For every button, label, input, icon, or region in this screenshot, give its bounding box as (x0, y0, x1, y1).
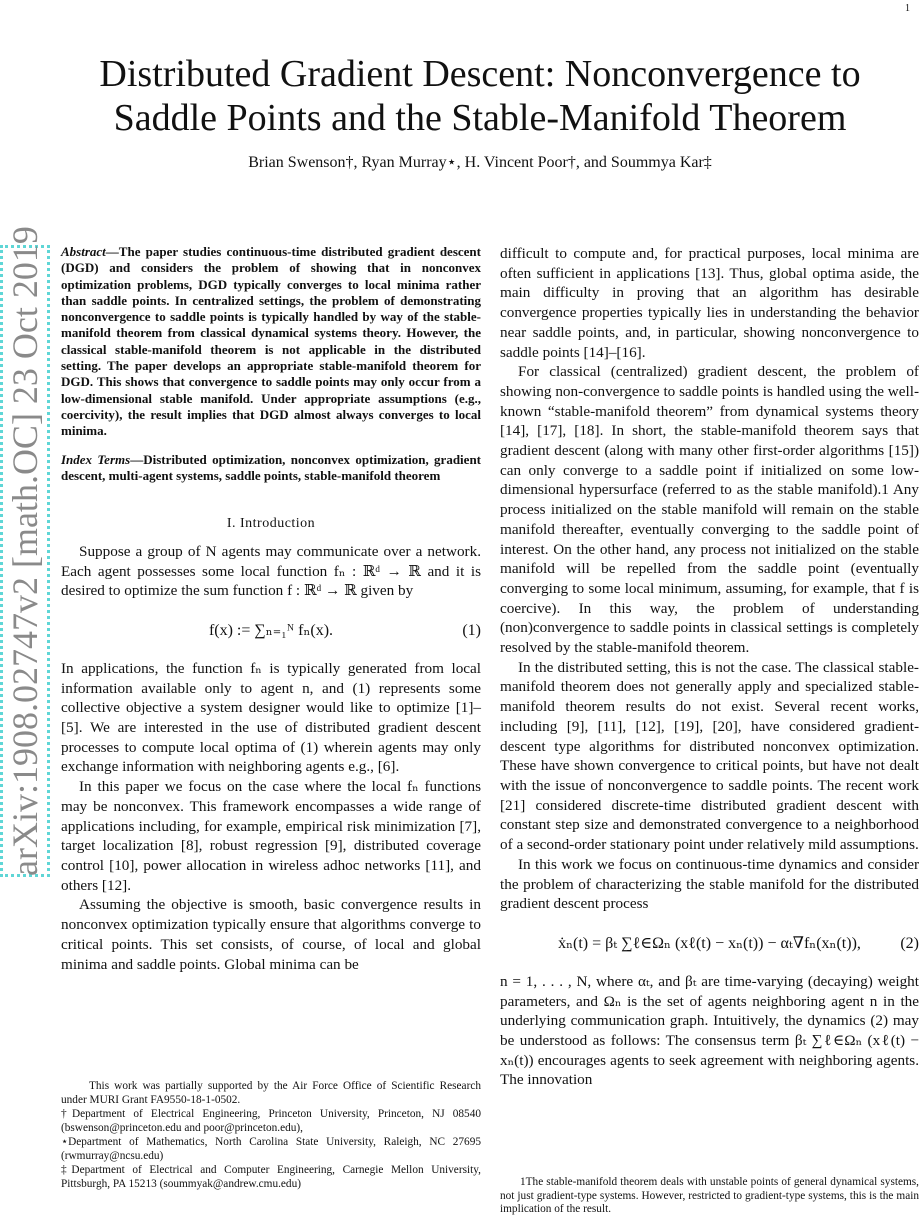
left-column (61, 244, 481, 974)
page-number: 1 (905, 3, 910, 14)
arxiv-sidebar-label[interactable]: arXiv:1908.02747v2 [math.OC] 23 Oct 2019 (5, 226, 45, 876)
paper-title: Distributed Gradient Descent: Nonconvergence to Saddle Points and the Stable-Manifold Theorem (99, 53, 861, 139)
equation-2-body: ẋₙ(t) = βₜ ∑ℓ∈Ωₙ (xℓ(t) − xₙ(t)) − αₜ∇fₙ(xₙ(t)), (558, 934, 861, 952)
equation-1-number: (1) (462, 621, 481, 639)
title-footnotes (61, 1079, 481, 1191)
section-heading: I. Introduction (226, 516, 316, 532)
footnote-affiliation: †Department of Electrical Engineering, Princeton University, Princeton, NJ 08540 (bswenson@princeton.edu and poor@princeton.edu), (61, 1108, 481, 1134)
paragraph: Suppose a group of N agents may communicate over a network. Each agent possesses some local function fₙ : ℝᵈ → ℝ and it is desired to optimize the sum function f : ℝᵈ → ℝ given by (61, 542, 481, 600)
paragraph: For classical (centralized) gradient descent, the problem of showing non-convergence to saddle points is handled using the well-known “stable-manifold theorem” from dynamical systems theory [14], [17], [18]. In short, the stable-manifold theorem says that gradient descent (along with many other first-order algorithms [15]) can only converge to a saddle point if initialized on some low-dimensional hypersurface (referred to as the stable manifold).1 Any process initialized on the stable manifold will remain on the stable manifold thereafter, eventually converging to the saddle point of interest. On the other hand, any process not initialized on the stable manifold will be repelled from the saddle point (eventually converging to some local minimum, assuming, for example, that f is coercive). In this way, the problem of understanding (non)convergence to saddle points in classical settings is completely resolved by the stable-manifold theorem. (500, 363, 919, 657)
footnote-funding: This work was partially supported by the Air Force Office of Scientific Research under MURI Grant FA9550-18-1-0502. (61, 1080, 481, 1106)
abstract-label: Abstract (61, 244, 106, 259)
paragraph: difficult to compute and, for practical purposes, local minima are often sufficient in applications [13]. Thus, global optima aside, the main difficulty in proving that an algorithm has desirable convergence properties typically lies in understanding the behavior near saddle points, and, in particular, showing nonconvergence to saddle points [14]–[16]. (500, 245, 919, 361)
right-column (500, 244, 919, 1090)
equation-1-body: f(x) := ∑ₙ₌₁ᴺ fₙ(x). (208, 621, 334, 639)
footnote-1 (500, 1176, 919, 1217)
footnote-affiliation: ⋆Department of Mathematics, North Carolina State University, Raleigh, NC 27695 (rwmurray@ncsu.edu) (61, 1136, 481, 1162)
paragraph: In this work we focus on continuous-time dynamics and consider the problem of characterizing the stable manifold for the distributed gradient descent process (500, 855, 919, 913)
equation-2-number: (2) (900, 934, 919, 952)
paragraph: In applications, the function fₙ is typically generated from local information available only to agent n, and (1) represents some collective objective a system designer would like to optimize [1]–[5]. We are interested in the use of distributed gradient descent processes to compute local optima of (1) wherein agents may only exchange information with neighboring agents e.g., [6]. (61, 659, 481, 776)
footnote-1-text: 1The stable-manifold theorem deals with unstable points of general dynamical systems, not just gradient-type systems. However, restricted to gradient-type systems, this is the main implication of the result. (500, 1176, 919, 1215)
abstract-text: —The paper studies continuous-time distributed gradient descent (DGD) and considers the problem of showing that in nonconvex optimization problems, DGD typically converges to local minima rather than saddle points. In centralized settings, the problem of demonstrating nonconvergence to saddle points is typically handled by way of the stable-manifold theorem from classical dynamical systems theory. However, the classical stable-manifold theorem is not applicable in the distributed setting. The paper develops an appropriate stable-manifold theorem for DGD. This shows that convergence to saddle points may only occur from a low-dimensional stable manifold. Under appropriate assumptions (e.g., coercivity), the result implies that DGD almost always converges to local minima. (61, 244, 481, 439)
equation-1 (61, 601, 481, 659)
footnote-affiliation: ‡Department of Electrical and Computer Engineering, Carnegie Mellon University, Pittsburgh, PA 15213 (soummyak@andrew.cmu.edu) (61, 1164, 481, 1190)
author-list: Brian Swenson†, Ryan Murray⋆, H. Vincent Poor†, and Soummya Kar‡ (248, 154, 712, 171)
index-terms (61, 452, 481, 485)
paragraph: In the distributed setting, this is not the case. The classical stable-manifold theorem does not generally apply and specialized stable-manifold theorem results do not exist. Several recent works, including [9], [11], [12], [19], [20], have considered gradient-descent type algorithms for distributed nonconvex optimization. These have shown convergence to critical points, but have not dealt with the issue of nonconvergence to saddle points. The recent work [21] considered discrete-time distributed gradient descent with constant step size and demonstrated convergence to a neighborhood of a second-order stationary point under relatively mild assumptions. (500, 658, 919, 854)
equation-2 (500, 914, 919, 972)
paragraph: n = 1, . . . , N, where αₜ, and βₜ are time-varying (decaying) weight parameters, and Ωₙ is the set of agents neighboring agent n in the underlying communication graph. Intuitively, the dynamics (2) may be understood as follows: The consensus term βₜ ∑ℓ∈Ωₙ (xℓ(t) − xₙ(t)) encourages agents to seek agreement with neighboring agents. The innovation (500, 972, 919, 1089)
paragraph: In this paper we focus on the case where the local fₙ functions may be nonconvex. This framework encompasses a wide range of applications including, for example, empirical risk minimization [7], target localization [8], robust regression [9], distributed coverage control [10], power allocation in wireless adhoc networks [11], and others [12]. (61, 778, 481, 894)
index-terms-text: —Distributed optimization, nonconvex optimization, gradient descent, multi-agent systems, saddle points, stable-manifold theorem (61, 451, 481, 483)
abstract (61, 244, 481, 440)
paragraph: Assuming the objective is smooth, basic convergence results in nonconvex optimization typically ensure that algorithms converge to critical points. This set consists, of course, of local and global minima and saddle points. Global minima can be (61, 896, 481, 973)
index-terms-label: Index Terms (61, 451, 131, 467)
